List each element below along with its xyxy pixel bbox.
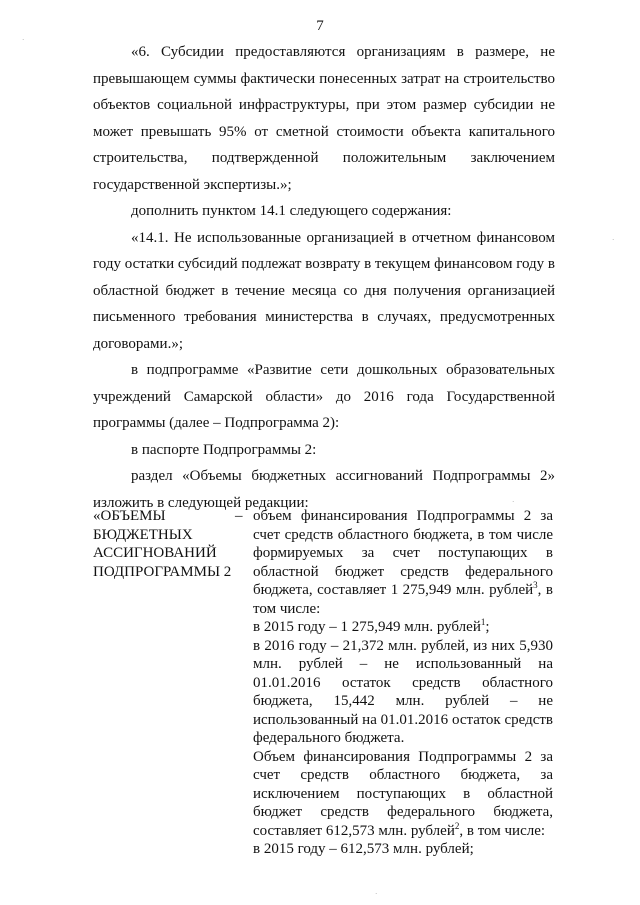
paragraph-subsidy-amount: «6. Субсидии предоставляются организациям в размере, не превышающем суммы фактически понесенных затрат на строительство объектов социальной инфраструктуры, при этом размер субсидии не может превышать 95% от сметной стоимости объекта капитального строительства, подтвержденной положительным заключением государственной экспертизы.»; <box>93 44 555 193</box>
table-left-label: «ОБЪЕМЫ БЮДЖЕТНЫХ АССИГНОВАНИЙ ПОДПРОГРАММЫ 2 <box>93 508 232 580</box>
financing-2016: в 2016 году – 21,372 млн. рублей, из них 5,930 млн. рублей – не использованный на 01.01.2016 остаток средств областного бюджета, 15,442 млн. рублей – не использованный на 01.01.2016 остаток средств федерального бюджета. <box>253 637 553 746</box>
table-dash: – <box>235 508 243 524</box>
paragraph-item-14-1: «14.1. Не использованные организацией в отчетном финансовом году остатки субсидий подлежат возврату в текущем финансовом году в областной бюджет в течение месяца со дня получения организацией письменного требования министерства в случаях, предусмотренных договорами.»; <box>93 229 556 352</box>
financing-2015: в 2015 году – 1 275,949 млн. рублей$^1$; <box>253 617 490 635</box>
paragraph-section-volumes: раздел «Объемы бюджетных ассигнований Подпрограммы 2» изложить в следующей редакции: <box>93 468 555 511</box>
footnote-mark: 1 <box>480 617 486 627</box>
paragraph-subprogram-2: в подпрограмме «Развитие сети дошкольных образовательных учреждений Самарской области» до 2016 года Государственной программы (далее – Подпрограмма 2): <box>93 362 555 431</box>
document-body <box>93 39 555 516</box>
financing-regional: Объем финансирования Подпрограммы 2 за счет средств областного бюджета, за исключением поступающих в областной бюджет средств федерального бюджета, составляет 612,573 млн. рублей$^2$, в том числе: <box>253 748 553 839</box>
footnote-mark: 3 <box>533 580 538 590</box>
scan-speck: · <box>375 890 378 898</box>
footnote-mark: 2 <box>454 820 460 831</box>
table-right-content <box>253 507 553 859</box>
financing-regional-2015: в 2015 году – 612,573 млн. рублей; <box>253 841 474 857</box>
scan-speck: · <box>612 236 615 244</box>
scan-speck: · <box>22 36 25 44</box>
scan-speck: · <box>512 498 515 506</box>
financing-total: объем финансирования Подпрограммы 2 за счет средств областного бюджета, в том числе формируемых за счет поступающих в областной бюджет средств федерального бюджета, составляет 1 275,949 млн. рублей$^3$, в том числе: <box>253 508 553 617</box>
page-number: 7 <box>316 18 324 34</box>
paragraph-add-item: дополнить пунктом 14.1 следующего содержания: <box>131 203 452 219</box>
paragraph-passport: в паспорте Подпрограммы 2: <box>131 441 317 458</box>
